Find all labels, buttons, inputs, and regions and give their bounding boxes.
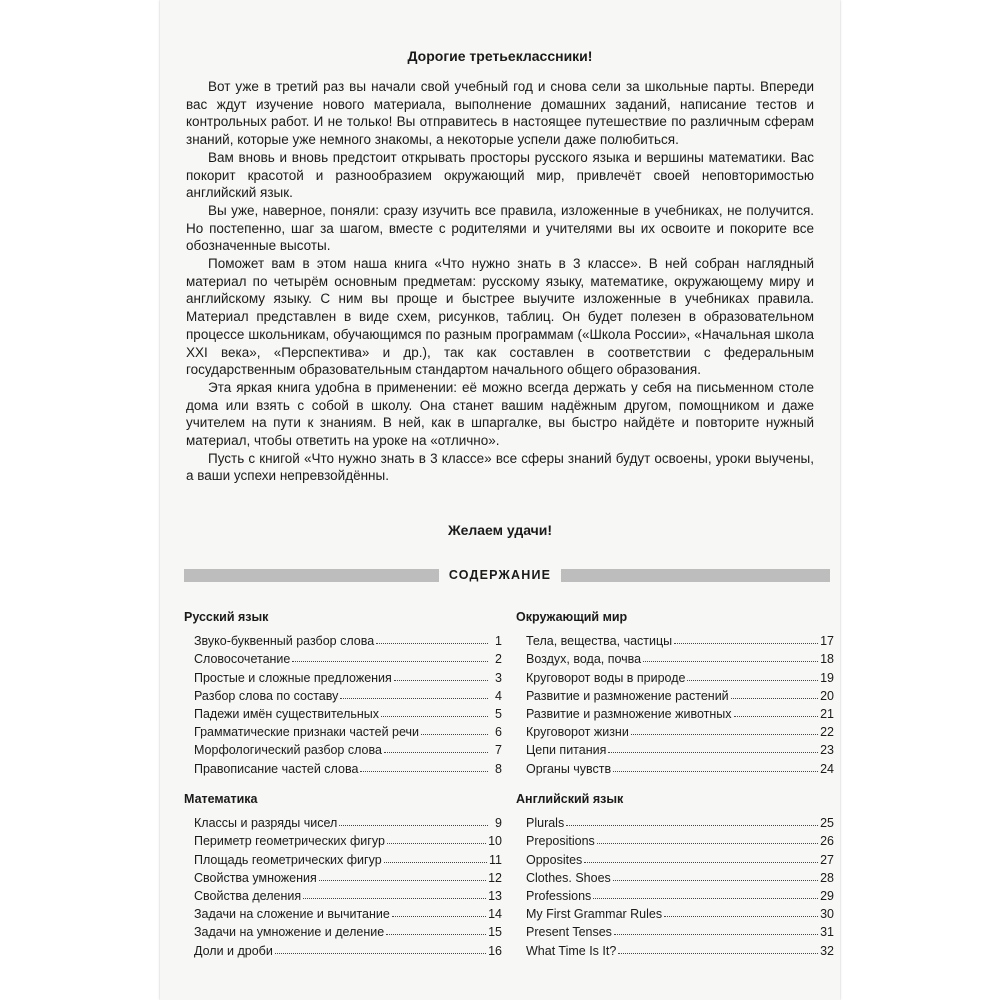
toc-entry-label: Площадь геометрических фигур bbox=[194, 852, 382, 867]
dot-leader bbox=[303, 898, 486, 899]
toc-section-math bbox=[184, 792, 502, 958]
book-page bbox=[160, 0, 840, 1000]
toc-entry[interactable] bbox=[526, 721, 834, 739]
toc-section-english bbox=[516, 792, 834, 958]
toc-entry-label: Свойства умножения bbox=[194, 870, 317, 885]
dot-leader bbox=[392, 916, 486, 917]
toc-entry[interactable] bbox=[194, 848, 502, 866]
dot-leader bbox=[339, 825, 488, 826]
toc-entry-page: 6 bbox=[495, 725, 502, 740]
toc-entry[interactable] bbox=[526, 867, 834, 885]
dot-leader bbox=[664, 916, 818, 917]
toc-entry-page: 14 bbox=[488, 907, 502, 922]
intro-paragraph: Поможет вам в этом наша книга «Что нужно знать в 3 классе». В ней собран наглядный материал по четырём основным предметам: русскому языку, математике, окружающему миру и английскому языку. С ним вы проще и быстрее выучите изложенные в учебниках правила. Материал представлен в виде схем, рисунков, таблиц. Он будет полезен в образовательном процессе школьникам, обучающимся по разным программам («Школа России», «Начальная школа XXI века», «Перспектива» и др.), так как составлен в соответствии с федеральным государственным образовательным стандартом начального общего образования. bbox=[186, 256, 814, 378]
toc-entry-page: 13 bbox=[488, 888, 502, 903]
dot-leader bbox=[387, 843, 486, 844]
toc-entry-page: 4 bbox=[495, 688, 502, 703]
toc-entry[interactable] bbox=[194, 666, 502, 684]
toc-entry[interactable] bbox=[194, 903, 502, 921]
toc-entry-page: 7 bbox=[495, 743, 502, 758]
section-title-russian: Русский язык bbox=[184, 610, 269, 624]
toc-entry-label: Воздух, вода, почва bbox=[526, 652, 642, 667]
toc-entry-page: 12 bbox=[488, 870, 502, 885]
toc-entry[interactable] bbox=[526, 757, 834, 775]
toc-entry-page: 9 bbox=[495, 816, 502, 831]
toc-entry-page: 29 bbox=[820, 888, 834, 903]
toc-entry[interactable] bbox=[194, 703, 502, 721]
toc-entry-label: Словосочетание bbox=[194, 652, 291, 667]
intro-paragraph: Эта яркая книга удобна в применении: её можно всегда держать у себя на письменном столе дома или взять с собой в школу. Она станет вашим надёжным другом, помощником и даже учителем на пути к знаниям. В ней, как в шпаргалке, вы быстро найдёте и повторите нужный материал, чтобы ответить на уроке на «отлично». bbox=[186, 379, 814, 449]
intro-paragraph: Вот уже в третий раз вы начали свой учебный год и снова сели за школьные парты. Впереди вас ждут изучение нового материала, выполнение домашних заданий, написание тестов и контрольных работ. И не только! Вы отправитесь в настоящее путешествие по различным сферам знаний, которые уже немного знакомы, а некоторые успели даже полюбиться. bbox=[186, 79, 814, 148]
dot-leader bbox=[613, 771, 818, 772]
dot-leader bbox=[734, 716, 819, 717]
toc-entry-label: Present Tenses bbox=[526, 925, 612, 940]
toc-entry-label: Свойства деления bbox=[194, 888, 302, 903]
dot-leader bbox=[384, 752, 488, 753]
toc-entry-page: 32 bbox=[820, 943, 834, 958]
toc-entry[interactable] bbox=[526, 939, 834, 957]
toc-entry-label: Clothes. Shoes bbox=[526, 870, 611, 885]
toc-entry-label: Круговорот жизни bbox=[526, 725, 629, 740]
toc-entry[interactable] bbox=[194, 921, 502, 939]
toc-entry[interactable] bbox=[526, 703, 834, 721]
toc-entry-page: 18 bbox=[820, 652, 834, 667]
toc-entry[interactable] bbox=[194, 867, 502, 885]
toc-entry-label: Задачи на умножение и деление bbox=[194, 925, 385, 940]
toc-entry-page: 5 bbox=[495, 706, 502, 721]
toc-section-russian bbox=[184, 610, 502, 776]
toc-entry[interactable] bbox=[526, 666, 834, 684]
toc-entry[interactable] bbox=[194, 721, 502, 739]
toc-entry-page: 17 bbox=[820, 634, 834, 649]
toc-entry-label: Тела, вещества, частицы bbox=[526, 634, 673, 649]
toc-entry-label: Периметр геометрических фигур bbox=[194, 834, 385, 849]
toc-entry-label: Цепи питания bbox=[526, 743, 607, 758]
toc-entry[interactable] bbox=[194, 630, 502, 648]
toc-entry-page: 16 bbox=[488, 943, 502, 958]
toc-entry-label: Развитие и размножение животных bbox=[526, 706, 732, 721]
toc-entry[interactable] bbox=[194, 939, 502, 957]
dot-leader bbox=[360, 771, 488, 772]
toc-entry-page: 3 bbox=[495, 670, 502, 685]
toc-entry-page: 21 bbox=[820, 706, 834, 721]
toc-entry[interactable] bbox=[526, 848, 834, 866]
toc-entry-label: Разбор слова по составу bbox=[194, 688, 339, 703]
toc-entry-page: 11 bbox=[489, 852, 502, 867]
intro-paragraph: Пусть с книгой «Что нужно знать в 3 классе» все сферы знаний будут освоены, уроки выучены, а ваши успехи непревзойдённы. bbox=[186, 450, 814, 484]
toc-entry-page: 1 bbox=[495, 634, 502, 649]
section-title-math: Математика bbox=[184, 792, 258, 806]
dot-leader bbox=[381, 716, 488, 717]
toc-entry-label: Звуко-буквенный разбор слова bbox=[194, 634, 375, 649]
toc-entry-page: 20 bbox=[820, 688, 834, 703]
dot-leader bbox=[421, 734, 488, 735]
dot-leader bbox=[618, 953, 818, 954]
toc-entry-page: 26 bbox=[820, 834, 834, 849]
intro-text bbox=[186, 78, 814, 485]
dot-leader bbox=[687, 680, 818, 681]
toc-entry[interactable] bbox=[526, 739, 834, 757]
dot-leader bbox=[731, 698, 818, 699]
dot-leader bbox=[394, 680, 488, 681]
dot-leader bbox=[376, 643, 488, 644]
toc-entry-label: Грамматические признаки частей речи bbox=[194, 725, 420, 740]
toc-entry-label: Prepositions bbox=[526, 834, 595, 849]
section-title-english: Английский язык bbox=[516, 792, 624, 806]
toc-entry[interactable] bbox=[526, 685, 834, 703]
dot-leader bbox=[674, 643, 818, 644]
toc-entry[interactable] bbox=[194, 739, 502, 757]
toc-entry-page: 10 bbox=[488, 834, 502, 849]
toc-entry-page: 19 bbox=[820, 670, 834, 685]
toc-entry-label: What Time Is It? bbox=[526, 943, 617, 958]
toc-entry[interactable] bbox=[194, 648, 502, 666]
toc-entry[interactable] bbox=[194, 830, 502, 848]
toc-entry-label: Opposites bbox=[526, 852, 583, 867]
dot-leader bbox=[386, 934, 486, 935]
toc-entry[interactable] bbox=[526, 921, 834, 939]
toc-entry[interactable] bbox=[526, 630, 834, 648]
dot-leader bbox=[584, 862, 818, 863]
toc-entry-page: 8 bbox=[495, 761, 502, 776]
toc-entry[interactable] bbox=[526, 903, 834, 921]
toc-entry-label: My First Grammar Rules bbox=[526, 907, 663, 922]
dot-leader bbox=[643, 661, 818, 662]
toc-entry[interactable] bbox=[526, 812, 834, 830]
toc-entry-label: Professions bbox=[526, 888, 592, 903]
toc-entry[interactable] bbox=[526, 830, 834, 848]
toc-entry[interactable] bbox=[526, 885, 834, 903]
intro-title: Дорогие третьеклассники! bbox=[407, 48, 593, 64]
section-title-world: Окружающий мир bbox=[516, 610, 628, 624]
dot-leader bbox=[597, 843, 818, 844]
dot-leader bbox=[631, 734, 818, 735]
toc-entry-page: 22 bbox=[820, 725, 834, 740]
toc-section-world bbox=[516, 610, 834, 776]
dot-leader bbox=[319, 880, 486, 881]
toc-entry-page: 15 bbox=[488, 925, 502, 940]
dot-leader bbox=[614, 934, 818, 935]
dot-leader bbox=[275, 953, 486, 954]
toc-entry-label: Правописание частей слова bbox=[194, 761, 359, 776]
toc-entry[interactable] bbox=[194, 685, 502, 703]
dot-leader bbox=[593, 898, 818, 899]
toc-entry-page: 31 bbox=[820, 925, 834, 940]
dot-leader bbox=[384, 862, 487, 863]
toc-entry[interactable] bbox=[194, 757, 502, 775]
toc-entry-label: Круговорот воды в природе bbox=[526, 670, 686, 685]
dot-leader bbox=[608, 752, 818, 753]
dot-leader bbox=[566, 825, 818, 826]
toc-entry-page: 30 bbox=[820, 907, 834, 922]
toc-entry[interactable] bbox=[194, 885, 502, 903]
toc-entry-label: Доли и дроби bbox=[194, 943, 273, 958]
toc-entry-label: Задачи на сложение и вычитание bbox=[194, 907, 390, 922]
toc-entry-label: Развитие и размножение растений bbox=[526, 688, 729, 703]
toc-entry-label: Органы чувств bbox=[526, 761, 612, 776]
toc-entry-page: 28 bbox=[820, 870, 834, 885]
toc-entry-label: Классы и разряды чисел bbox=[194, 816, 338, 831]
toc-entry[interactable] bbox=[194, 812, 502, 830]
toc-entry[interactable] bbox=[526, 648, 834, 666]
toc-entry-page: 27 bbox=[820, 852, 834, 867]
dot-leader bbox=[340, 698, 488, 699]
toc-heading bbox=[160, 566, 840, 584]
closing-wish: Желаем удачи! bbox=[447, 522, 553, 538]
toc-entry-page: 23 bbox=[820, 743, 834, 758]
toc-entry-page: 25 bbox=[820, 816, 834, 831]
dot-leader bbox=[613, 880, 818, 881]
toc-entry-label: Plurals bbox=[526, 816, 565, 831]
intro-paragraph: Вы уже, наверное, поняли: сразу изучить все правила, изложенные в учебниках, не получится. Но постепенно, шаг за шагом, вместе с родителями и учителями вы их освоите и покорите все обозначенные высоты. bbox=[186, 202, 814, 254]
toc-entry-label: Морфологический разбор слова bbox=[194, 743, 382, 758]
toc-entry-page: 2 bbox=[495, 652, 502, 667]
toc-entry-page: 24 bbox=[820, 761, 834, 776]
dot-leader bbox=[292, 661, 488, 662]
intro-paragraph: Вам вновь и вновь предстоит открывать просторы русского языка и вершины математики. Вас покорит красотой и разнообразием окружающий мир, привлечёт своей неповторимостью английский язык. bbox=[186, 149, 814, 201]
toc-entry-label: Простые и сложные предложения bbox=[194, 670, 392, 685]
toc-heading-label: СОДЕРЖАНИЕ bbox=[439, 568, 561, 582]
toc-entry-label: Падежи имён существительных bbox=[194, 706, 380, 721]
